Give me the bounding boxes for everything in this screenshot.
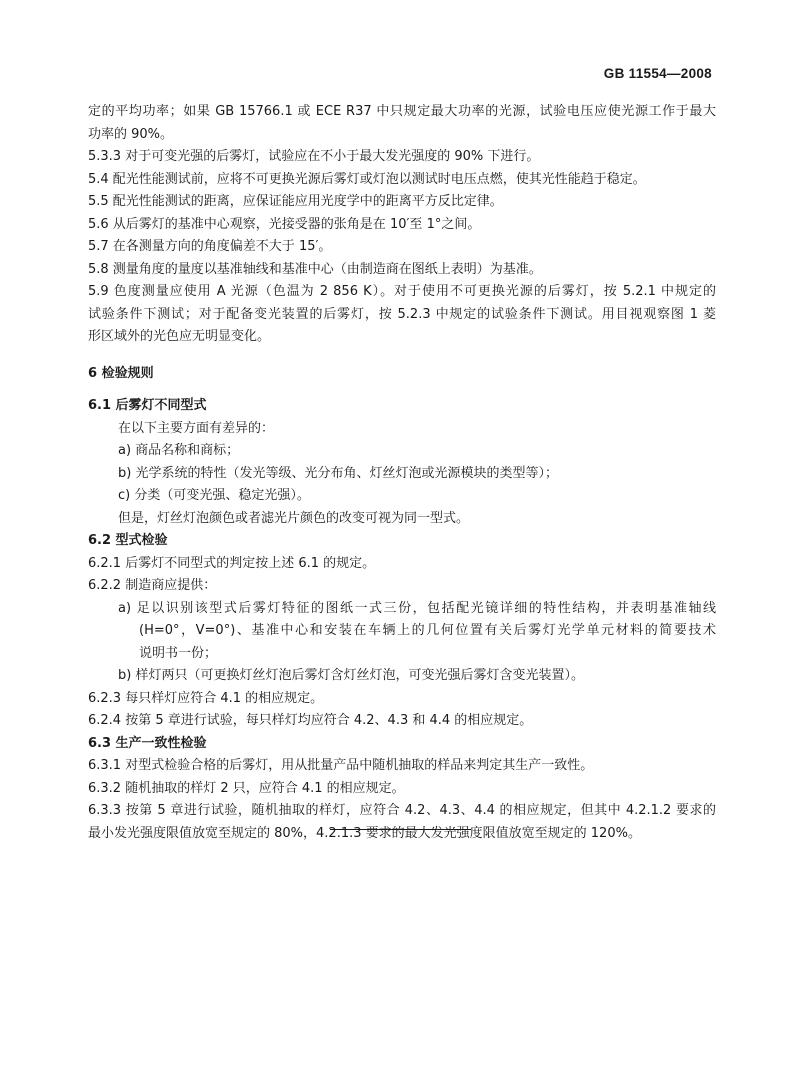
text-line: 定的平均功率；如果 GB 15766.1 或 ECE R37 中只规定最大功率的光源，试验电压应使光源工作于最大 <box>88 104 716 119</box>
text-line: 最小发光强度限值放宽至规定的 80%，4.2.1.3 要求的最大发光强度限值放宽至规定的 120%。 <box>88 825 641 841</box>
clause-5-6: 5.6 从后雾灯的基准中心观察，光接受器的张角是在 10′至 1°之间。 <box>88 216 481 232</box>
clause-5-8: 5.8 测量角度的量度以基准轴线和基准中心（由制造商在图纸上表明）为基准。 <box>88 261 542 277</box>
end-rule <box>330 829 471 830</box>
section-heading-6-3: 6.3 生产一致性检验 <box>88 735 207 751</box>
clause-5-9: 5.9 色度测量应使用 A 光源（色温为 2 856 K）。对于使用不可更换光源的后雾灯，按 5.2.1 中规定的 <box>88 284 716 299</box>
clause-6-3-2: 6.3.2 随机抽取的样灯 2 只，应符合 4.1 的相应规定。 <box>88 780 405 796</box>
text-line: 在以下主要方面有差异的： <box>118 420 275 436</box>
clause-6-3-1: 6.3.1 对型式检验合格的后雾灯，用从批量产品中随机抽取的样品来判定其生产一致性。 <box>88 758 594 773</box>
clause-5-5: 5.5 配光性能测试的距离，应保证能应用光度学中的距离平方反比定律。 <box>88 194 503 209</box>
clause-5-7: 5.7 在各测量方向的角度偏差不大于 15′。 <box>88 239 332 254</box>
clause-6-2-3: 6.2.3 每只样灯应符合 4.1 的相应规定。 <box>88 690 324 706</box>
list-item-a: a) 商品名称和商标； <box>118 443 240 458</box>
clause-6-2-4: 6.2.4 按第 5 章进行试验，每只样灯均应符合 4.2、4.3 和 4.4 的相应规定。 <box>88 713 533 728</box>
chapter-heading-6: 6 检验规则 <box>88 365 154 381</box>
clause-6-2-2: 6.2.2 制造商应提供： <box>88 578 217 593</box>
text-line: 但是，灯丝灯泡颜色或者滤光片颜色的改变可视为同一型式。 <box>118 510 470 526</box>
text-line: 形区域外的光色应无明显变化。 <box>88 329 271 344</box>
text-line: 说明书一份； <box>139 645 218 661</box>
list-item-a: a) 足以识别该型式后雾灯特征的图纸一式三份，包括配光镜详细的特性结构，并表明基准轴线 <box>118 600 716 616</box>
clause-6-3-3: 6.3.3 按第 5 章进行试验，随机抽取的样灯，应符合 4.2、4.3、4.4 的相应规定，但其中 4.2.1.2 要求的 <box>88 803 716 818</box>
list-item-b: b) 样灯两只（可更换灯丝灯泡后雾灯含灯丝灯泡，可变光强后雾灯含变光装置）。 <box>118 668 584 683</box>
section-heading-6-1: 6.1 后雾灯不同型式 <box>88 398 207 413</box>
text-line: 试验条件下测试；对于配备变光装置的后雾灯，按 5.2.3 中规定的试验条件下测试。用目视观察图 1 菱 <box>88 306 716 322</box>
clause-5-3-3: 5.3.3 对于可变光强的后雾灯，试验应在不小于最大发光强度的 90% 下进行。 <box>88 149 540 164</box>
document-code: GB 11554—2008 <box>603 66 712 81</box>
text-line: (H=0°，V=0°)、基准中心和安装在车辆上的几何位置有关后雾灯光学单元材料的简要技术 <box>139 623 716 638</box>
document-body <box>88 101 716 845</box>
text-line: 功率的 90%。 <box>88 126 174 142</box>
clause-6-2-1: 6.2.1 后雾灯不同型式的判定按上述 6.1 的规定。 <box>88 555 376 571</box>
section-heading-6-2: 6.2 型式检验 <box>88 533 168 548</box>
list-item-c: c) 分类（可变光强、稳定光强）。 <box>118 488 310 503</box>
list-item-b: b) 光学系统的特性（发光等级、光分布角、灯丝灯泡或光源模块的类型等）； <box>118 465 558 481</box>
clause-5-4: 5.4 配光性能测试前，应将不可更换光源后雾灯或灯泡以测试时电压点燃，使其光性能趋于稳定。 <box>88 171 646 187</box>
